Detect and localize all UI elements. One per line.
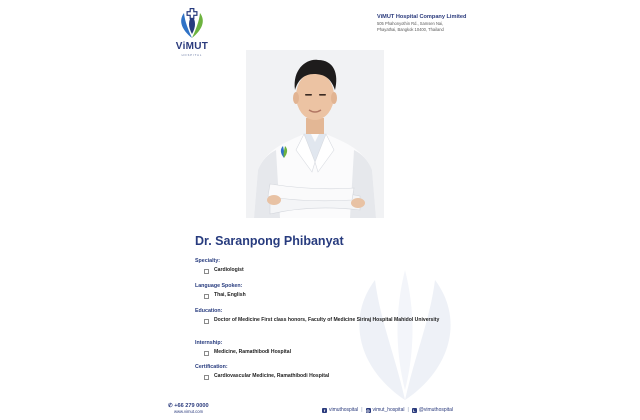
company-info — [377, 14, 497, 32]
checkbox-bullet-icon — [204, 294, 209, 299]
checkbox-bullet-icon — [204, 351, 209, 356]
phone-icon: ✆ — [168, 403, 173, 409]
address-line: 505 Phahonyothin Rd., Samsen Nai, — [377, 21, 444, 26]
section-item — [195, 317, 474, 324]
logo-wordmark: ViMUT — [175, 41, 209, 52]
section-item-text: Doctor of Medicine First class honors, Faculty of Medicine Siriraj Hospital Mahidol University — [214, 317, 440, 323]
doctor-name: Dr. Saranpong Phibanyat — [195, 234, 344, 248]
section-title: Internship: — [195, 340, 223, 346]
social-instagram-label[interactable]: vimut_hospital — [372, 407, 405, 413]
checkbox-bullet-icon — [204, 319, 209, 324]
social-line-label[interactable]: @vimuthospital — [418, 407, 454, 413]
section-item-text: Medicine, Ramathibodi Hospital — [214, 349, 291, 355]
vimut-logo-icon — [176, 8, 208, 40]
section-certification — [195, 364, 495, 380]
section-item — [195, 292, 495, 299]
checkbox-bullet-icon — [204, 269, 209, 274]
company-address — [377, 21, 497, 32]
doctor-photo — [246, 50, 384, 218]
section-item — [195, 349, 495, 356]
vimut-logo — [168, 8, 216, 60]
logo-subtitle: HOSPITAL — [181, 54, 203, 57]
section-item-text: Thai, English — [214, 292, 246, 298]
section-specialty — [195, 258, 495, 274]
section-internship — [195, 340, 495, 356]
website-link[interactable]: www.vimut.com — [174, 409, 204, 414]
section-language — [195, 283, 495, 299]
line-icon: L — [413, 407, 416, 413]
section-title: Language Spoken: — [195, 283, 243, 289]
section-title: Specialty: — [195, 258, 221, 264]
instagram-icon: ◎ — [366, 407, 370, 413]
section-item-text: Cardiovascular Medicine, Ramathibodi Hospital — [214, 373, 330, 379]
section-title: Education: — [195, 308, 223, 314]
footer-contact — [168, 403, 209, 414]
section-item — [195, 267, 495, 274]
section-item-text: Cardiologist — [214, 267, 244, 273]
section-education — [195, 308, 495, 324]
footer-social — [322, 407, 453, 413]
phone-text: +66 279 0000 — [174, 403, 209, 409]
company-name: ViMUT Hospital Company Limited — [377, 14, 467, 20]
section-item — [195, 373, 495, 380]
divider: | — [361, 407, 363, 413]
checkbox-bullet-icon — [204, 375, 209, 380]
divider: | — [407, 407, 409, 413]
social-facebook-label[interactable]: vimuthospital — [329, 407, 359, 413]
address-line: Phayathai, Bangkok 10400, Thailand — [377, 26, 444, 32]
section-title: Certification: — [195, 364, 228, 370]
facebook-icon: f — [323, 407, 326, 413]
